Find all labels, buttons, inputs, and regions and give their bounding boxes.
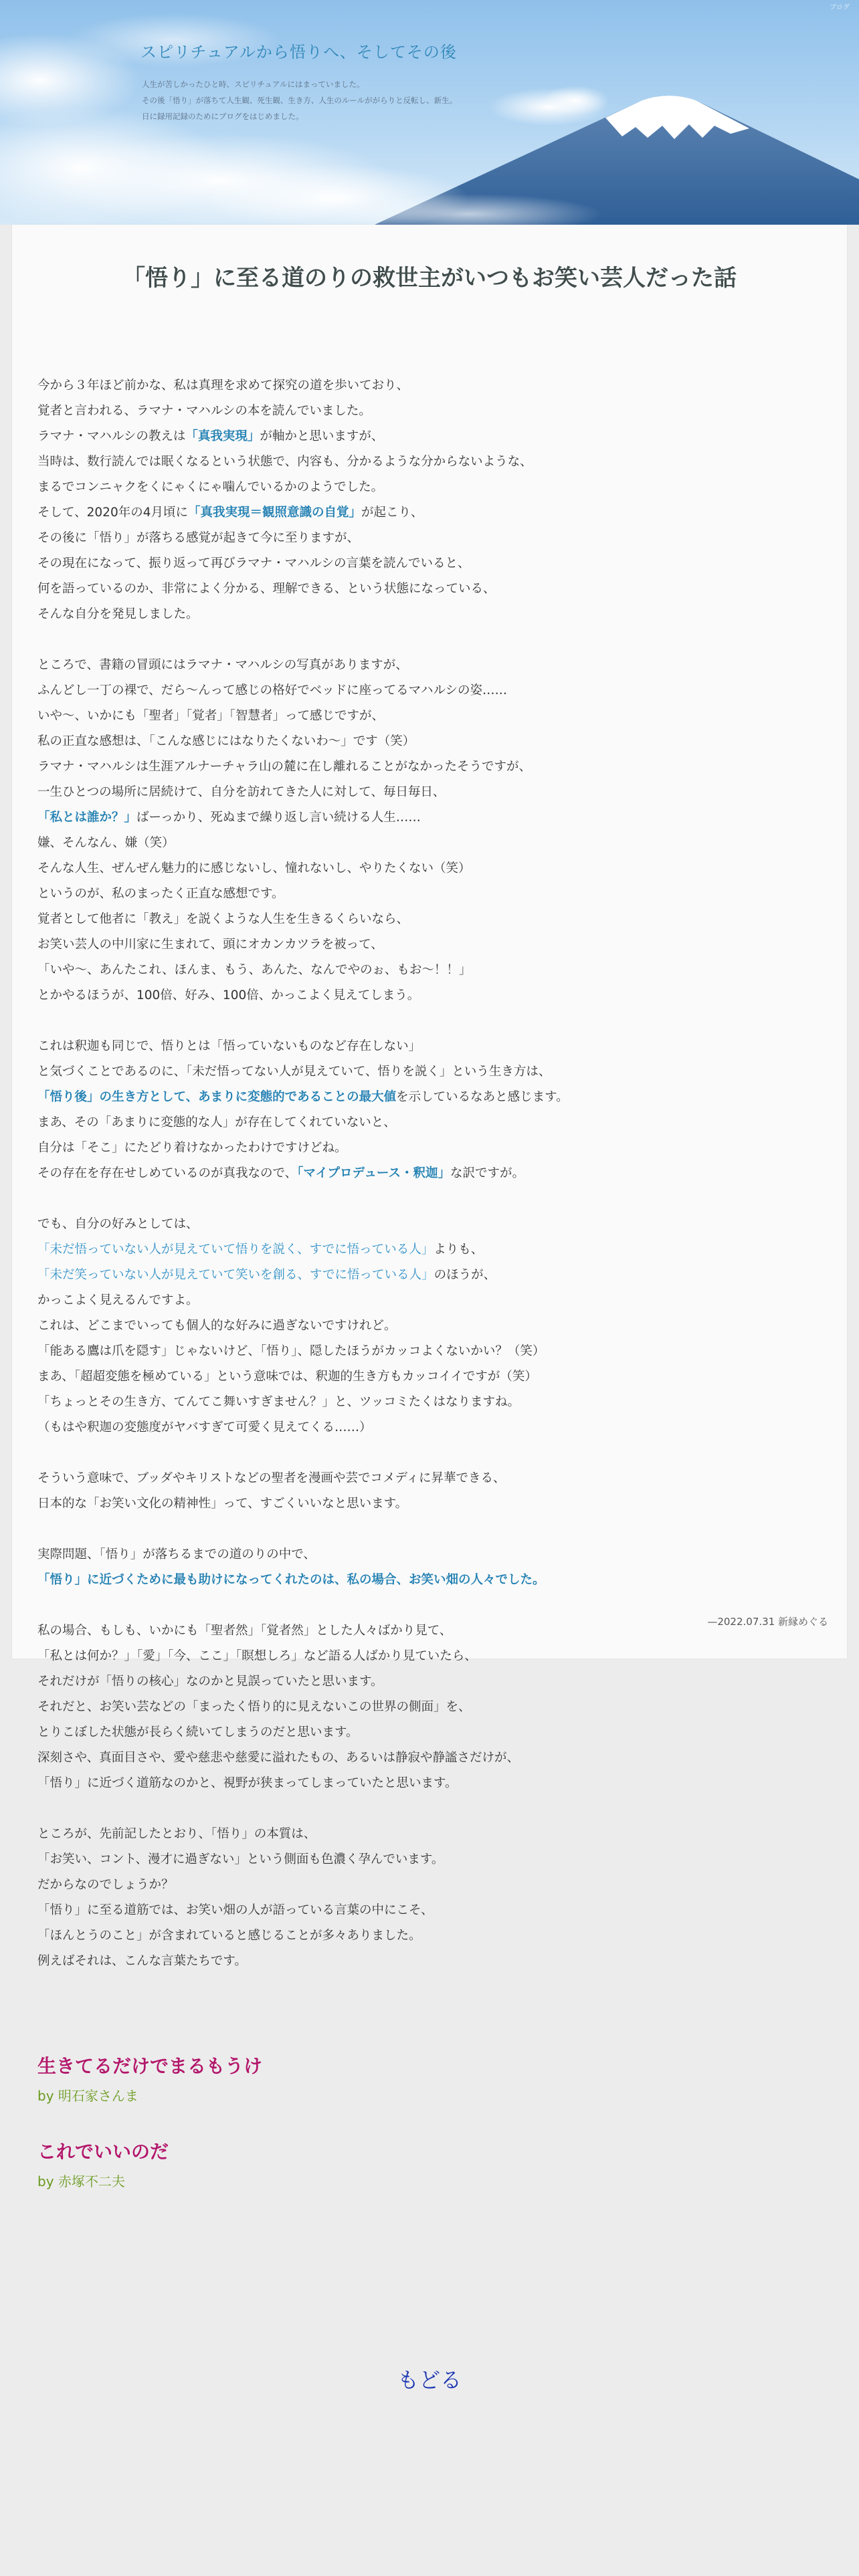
paragraph — [37, 1542, 569, 1593]
paragraph — [37, 1822, 569, 1974]
body-line: これは、どこまでいっても個人的な好みに過ぎないですけれど。 — [37, 1319, 397, 1333]
body-line: 「ちょっとその生き方、てんてこ舞いすぎません？」と、ツッコミたくはなりますね。 — [37, 1395, 520, 1409]
body-line: 例えばそれは、こんな言葉たちです。 — [37, 1954, 247, 1968]
body-line: 「ほんとうのこと」が含まれていると感じることが多々ありました。 — [37, 1929, 421, 1943]
article-title: 「悟り」に至る道のりの救世主がいつもお笑い芸人だった話 — [122, 265, 737, 292]
highlight-text: 「悟り」に近づくために最も助けになってくれたのは、私の場合、お笑い畑の人々でした。 — [37, 1573, 545, 1587]
body-line: まるでコンニャクをくにゃくにゃ噛んでいるかのようでした。 — [37, 480, 384, 494]
body-line: 一生ひとつの場所に居続けて、自分を訪れてきた人に対して、毎日毎日、 — [37, 785, 446, 799]
paragraph — [37, 1618, 569, 1796]
body-line: 覚者と言われる、ラマナ・マハルシの本を読んでいました。 — [37, 404, 371, 418]
body-line: でも、自分の好みとしては、 — [37, 1217, 199, 1231]
body-line: 私の場合、もしも、いかにも「聖者然」「覚者然」とした人々ばかり見て、 — [37, 1624, 452, 1638]
body-line: 何を語っているのか、非常によく分かる、理解できる、という状態になっている、 — [37, 582, 496, 596]
body-line: ところが、先前記したとおり、「悟り」の本質は、 — [37, 1827, 316, 1841]
line-text: よりも、 — [434, 1243, 484, 1257]
header-hero — [0, 0, 859, 225]
body-line: 嫌、そんなん、嫌（笑） — [37, 836, 175, 850]
body-line: 実際問題、「悟り」が落ちるまでの道のりの中で、 — [37, 1547, 316, 1562]
quote-author: by 赤塚不二夫 — [37, 2173, 125, 2189]
body-line — [37, 424, 569, 449]
body-line: 「能ある鷹は爪を隠す」じゃないけど、「悟り」、隠したほうがカッコよくないかい？（笑） — [37, 1344, 545, 1358]
body-line: ところで、書籍の冒頭にはラマナ・マハルシの写真がありますが、 — [37, 658, 408, 672]
body-line: それだと、お笑い芸などの「まったく悟り的に見えないこの世界の側面」を、 — [37, 1700, 471, 1714]
highlight-text: 「未だ笑っていない人が見えていて笑いを創る、すでに悟っている人」 — [37, 1268, 434, 1282]
highlight-text: 「マイプロデュース・釈迦」 — [297, 1166, 450, 1180]
body-line — [37, 1263, 569, 1288]
body-line — [37, 1161, 569, 1186]
body-line: 「いや〜、あんたこれ、ほんま、もう、あんた、なんでやのぉ、もお〜！！」 — [37, 963, 472, 977]
body-line: これは釈迦も同じで、悟りとは「悟っていないものなど存在しない」 — [37, 1039, 421, 1053]
article-body — [37, 373, 569, 2000]
body-line: その後に「悟り」が落ちる感覚が起きて今に至りますが、 — [37, 531, 360, 545]
body-line: かっこよく見えるんですよ。 — [37, 1293, 199, 1307]
body-line: ふんどし一丁の裸で、だら〜んって感じの格好でベッドに座ってるマハルシの姿‥‥‥ — [37, 683, 508, 697]
paragraph — [37, 1466, 569, 1517]
highlight-text: 「真我実現」 — [185, 429, 260, 443]
line-text: が起こり、 — [361, 506, 423, 520]
body-line — [37, 1085, 569, 1110]
highlight-text: 「悟り後」の生き方として、あまりに変態的であることの最大値 — [37, 1090, 397, 1104]
line-text: ばーっかり、死ぬまで繰り返し言い続ける人生‥‥‥ — [136, 811, 421, 825]
body-line: そんな人生、ぜんぜん魅力的に感じないし、憧れないし、やりたくない（笑） — [37, 861, 471, 875]
site-description — [142, 76, 457, 124]
body-line: まあ、「超超変態を極めている」という意味では、釈迦的生き方もカッコイイですが（笑） — [37, 1370, 537, 1384]
line-text: を示しているなあと感じます。 — [396, 1090, 569, 1104]
site-description-line: その後「悟り」が落ちて人生観、死生観、生き方、人生のルールががらりと反転し、新生。 — [142, 96, 458, 105]
corner-label: ブログ — [830, 4, 850, 11]
line-text: そして、2020年の4月頃に — [37, 506, 188, 520]
article-card — [12, 225, 847, 1968]
body-line — [37, 805, 569, 831]
body-line: （もはや釈迦の変態度がヤバすぎて可愛く見えてくる‥‥‥） — [37, 1420, 372, 1434]
paragraph — [37, 1212, 569, 1440]
line-text: のほうが、 — [434, 1268, 496, 1282]
body-line: とかやるほうが、100倍、好み、100倍、かっこよく見えてしまう。 — [37, 988, 420, 1002]
quote-author: by 明石家さんま — [37, 2088, 138, 2104]
back-link[interactable]: もどる — [397, 2367, 462, 2393]
highlight-text: 「真我実現＝観照意識の自覚」 — [187, 506, 361, 520]
body-line: 「私とは何か？」「愛」「今、ここ」「瞑想しろ」など語る人ばかり見ていたら、 — [37, 1649, 477, 1663]
paragraph — [37, 1034, 569, 1186]
highlight-text: 「私とは誰か？」 — [37, 811, 137, 825]
body-line: 「悟り」に近づく道筋なのかと、視野が狭まってしまっていたと思います。 — [37, 1776, 458, 1790]
body-line: だからなのでしょうか？ — [37, 1878, 174, 1892]
body-line: そういう意味で、ブッダやキリストなどの聖者を漫画や芸でコメディに昇華できる、 — [37, 1471, 506, 1485]
body-line: 深刻さや、真面目さや、愛や慈悲や慈愛に溢れたもの、あるいは静寂や静謐さだけが、 — [37, 1751, 520, 1765]
body-line: いや〜、いかにも「聖者」「覚者」「智慧者」って感じですが、 — [37, 709, 385, 723]
site-description-line: 人生が苦しかったひと時、スピリチュアルにはまっていました。 — [142, 80, 365, 89]
body-line: その現在になって、振り返って再びラマナ・マハルシの言葉を読んでいると、 — [37, 556, 470, 570]
body-line: そんな自分を発見しました。 — [37, 607, 199, 621]
body-line: 当時は、数行読んでは眠くなるという状態で、内容も、分かるような分からないような、 — [37, 455, 533, 469]
line-text: が軸かと思いますが、 — [260, 429, 384, 443]
line-text: その存在を存在せしめているのが真我なので、 — [37, 1166, 298, 1180]
body-line: 覚者として他者に「教え」を説くような人生を生きるくらいなら、 — [37, 912, 409, 926]
body-line: それだけが「悟りの核心」なのかと見誤っていたと思います。 — [37, 1675, 383, 1689]
body-line: というのが、私のまったく正直な感想です。 — [37, 887, 284, 901]
paragraph — [37, 653, 569, 1008]
body-line: 私の正直な感想は、「こんな感じにはなりたくないわ〜」です（笑） — [37, 734, 415, 748]
body-line: お笑い芸人の中川家に生まれて、頭にオカンカツラを被って、 — [37, 938, 383, 952]
body-line: 今から３年ほど前かな、私は真理を求めて探究の道を歩いており、 — [37, 379, 409, 393]
body-line: 日本的な「お笑い文化の精神性」って、すごくいいなと思います。 — [37, 1497, 408, 1511]
site-title[interactable]: スピリチュアルから悟りへ、そしてその後 — [140, 43, 457, 62]
paragraph — [37, 373, 569, 627]
quote-title: 生きてるだけでまるもうけ — [37, 2055, 263, 2077]
line-text: な訳ですが。 — [450, 1166, 525, 1180]
line-text: ラマナ・マハルシの教えは — [37, 429, 186, 443]
body-line: とりこぼした状態が長らく続いてしまうのだと思います。 — [37, 1725, 359, 1739]
body-line: ラマナ・マハルシは生涯アルナーチャラ山の麓に在し離れることがなかったそうですが、 — [37, 760, 532, 774]
body-line — [37, 1237, 569, 1263]
body-line — [37, 1568, 569, 1593]
body-line: 「悟り」に至る道筋では、お笑い畑の人が語っている言葉の中にこそ、 — [37, 1903, 434, 1917]
highlight-text: 「未だ悟っていない人が見えていて悟りを説く、すでに悟っている人」 — [37, 1243, 434, 1257]
post-date: —2022.07.31 新縁めぐる — [707, 1616, 828, 1628]
body-line: まあ、その「あまりに変態的な人」が存在してくれていないと、 — [37, 1115, 396, 1130]
body-line: 自分は「そこ」にたどり着けなかったわけですけどね。 — [37, 1141, 347, 1155]
body-line: 「お笑い、コント、漫才に過ぎない」という側面も色濃く孕んでいます。 — [37, 1852, 444, 1866]
site-description-line: 日に録用記録のためにブログをはじめました。 — [142, 112, 304, 121]
quote-title: これでいいのだ — [37, 2141, 169, 2163]
body-line — [37, 500, 569, 526]
body-line: と気づくことであるのに、「未だ悟ってない人が見えていて、悟りを説く」という生き方は、 — [37, 1065, 551, 1079]
